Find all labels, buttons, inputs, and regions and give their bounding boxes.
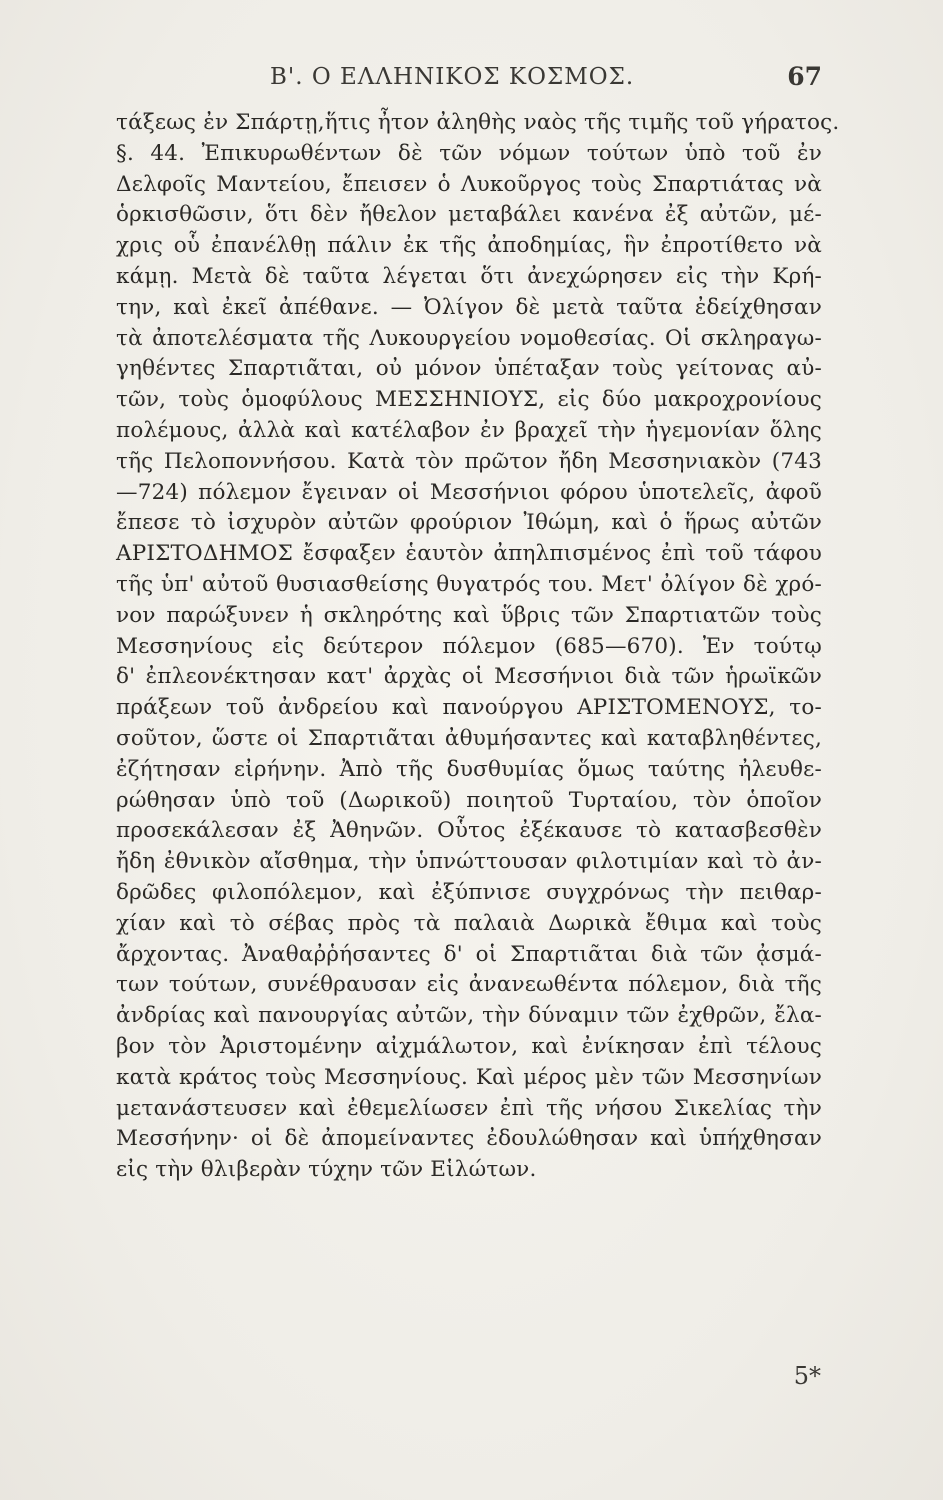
text-line: ρώθησαν ὑπὸ τοῦ (Δωρικοῦ) ποιητοῦ Τυρταίου, τὸν ὁποῖον <box>116 787 822 813</box>
text-line: τῆς ὑπ' αὐτοῦ θυσιασθείσης θυγατρός του. Μετ' ὀλίγον δὲ χρό- <box>116 571 822 597</box>
text-line: την, καὶ ἐκεῖ ἀπέθανε. — Ὀλίγον δὲ μετὰ ταῦτα ἐδείχθησαν <box>116 294 822 320</box>
text-line: χίαν καὶ τὸ σέβας πρὸς τὰ παλαιὰ Δωρικὰ ἔθιμα καὶ τοὺς <box>116 910 822 936</box>
text-line: νον παρώξυνεν ἡ σκληρότης καὶ ὕβρις τῶν Σπαρτιατῶν τοὺς <box>116 602 822 628</box>
text-line: των τούτων, συνέθραυσαν εἰς ἀνανεωθέντα πόλεμον, διὰ τῆς <box>116 972 822 998</box>
text-line: ἄρχοντας. Ἀναθαῤῥήσαντες δ' οἱ Σπαρτιᾶται διὰ τῶν ᾀσμά- <box>116 941 822 967</box>
text-line: γηθέντες Σπαρτιᾶται, οὐ μόνον ὑπέταξαν τοὺς γείτονας αὐ- <box>116 356 822 382</box>
text-line: τάξεως ἐν Σπάρτῃ,ἥτις ἦτον ἀληθὴς ναὸς τῆς τιμῆς τοῦ γήρατος. <box>116 110 840 135</box>
text-line: χρις οὗ ἐπανέλθῃ πάλιν ἐκ τῆς ἀποδημίας, ἣν ἐπροτίθετο νὰ <box>116 233 822 259</box>
text-line: §. 44. Ἐπικυρωθέντων δὲ τῶν νόμων τούτων ὑπὸ τοῦ ἐν <box>116 140 822 166</box>
text-line: ἀνδρίας καὶ πανουργίας αὐτῶν, τὴν δύναμιν τῶν ἐχθρῶν, ἔλα- <box>116 1003 822 1029</box>
body-text <box>116 108 840 1186</box>
page-number: 67 <box>787 62 822 91</box>
text-line: τῆς Πελοποννήσου. Κατὰ τὸν πρῶτον ἤδη Μεσσηνιακὸν (743 <box>116 448 822 474</box>
text-line: πολέμους, ἀλλὰ καὶ κατέλαβον ἐν βραχεῖ τὴν ἡγεμονίαν ὅλης <box>116 417 822 443</box>
page-header <box>116 62 822 96</box>
text-line: ὁρκισθῶσιν, ὅτι δὲν ἤθελον μεταβάλει κανένα ἐξ αὐτῶν, μέ- <box>116 202 822 228</box>
text-line: Μεσσηνίους εἰς δεύτερον πόλεμον (685—670). Ἐν τούτῳ <box>116 633 822 659</box>
running-title: Β'. Ο ΕΛΛΗΝΙΚΟΣ ΚΟΣΜΟΣ. <box>270 64 635 90</box>
text-line: ἤδη ἐθνικὸν αἴσθημα, τὴν ὑπνώττουσαν φιλοτιμίαν καὶ τὸ ἀν- <box>116 849 822 875</box>
text-line: κατὰ κράτος τοὺς Μεσσηνίους. Καὶ μέρος μὲν τῶν Μεσσηνίων <box>116 1064 822 1090</box>
text-line: εἰς τὴν θλιβερὰν τύχην τῶν Εἱλώτων. <box>116 1157 537 1183</box>
text-line: —724) πόλεμον ἔγειναν οἱ Μεσσήνιοι φόρου ὑποτελεῖς, ἀφοῦ <box>116 479 822 505</box>
text-line: ΑΡΙΣΤΟΔΗΜΟΣ ἔσφαξεν ἑαυτὸν ἀπηλπισμένος ἐπὶ τοῦ τάφου <box>116 541 822 567</box>
signature-mark: 5* <box>793 1362 821 1390</box>
text-line: πράξεων τοῦ ἀνδρείου καὶ πανούργου ΑΡΙΣΤΟΜΕΝΟΥΣ, το- <box>116 695 822 721</box>
text-line: προσεκάλεσαν ἐξ Ἀθηνῶν. Οὗτος ἐξέκαυσε τὸ κατασβεσθὲν <box>116 818 822 844</box>
text-line: δ' ἐπλεονέκτησαν κατ' ἀρχὰς οἱ Μεσσήνιοι διὰ τῶν ἡρωϊκῶν <box>116 664 822 690</box>
text-line: ἐζήτησαν εἰρήνην. Ἀπὸ τῆς δυσθυμίας ὅμως ταύτης ἠλευθε- <box>116 756 822 782</box>
text-line: μετανάστευσεν καὶ ἐθεμελίωσεν ἐπὶ τῆς νήσου Σικελίας τὴν <box>116 1095 822 1121</box>
text-line: ἔπεσε τὸ ἰσχυρὸν αὐτῶν φρούριον Ἰθώμη, καὶ ὁ ἥρως αὐτῶν <box>116 510 822 536</box>
text-line: Δελφοῖς Μαντείου, ἔπεισεν ὁ Λυκοῦργος τοὺς Σπαρτιάτας νὰ <box>116 171 822 197</box>
text-line: βον τὸν Ἀριστομένην αἰχμάλωτον, καὶ ἐνίκησαν ἐπὶ τέλους <box>116 1033 822 1059</box>
text-line: κάμῃ. Μετὰ δὲ ταῦτα λέγεται ὅτι ἀνεχώρησεν εἰς τὴν Κρή- <box>116 263 822 289</box>
text-line: Μεσσήνην· οἱ δὲ ἀπομείναντες ἐδουλώθησαν καὶ ὑπήχθησαν <box>116 1126 822 1152</box>
text-line: τῶν, τοὺς ὁμοφύλους ΜΕΣΣΗΝΙΟΥΣ, εἰς δύο μακροχρονίους <box>116 387 822 413</box>
text-line: τὰ ἀποτελέσματα τῆς Λυκουργείου νομοθεσίας. Οἱ σκληραγω- <box>116 325 822 351</box>
text-line: δρῶδες φιλοπόλεμον, καὶ ἐξύπνισε συγχρόνως τὴν πειθαρ- <box>116 879 822 905</box>
text-line: σοῦτον, ὥστε οἱ Σπαρτιᾶται ἀθυμήσαντες καὶ καταβληθέντες, <box>116 725 822 751</box>
